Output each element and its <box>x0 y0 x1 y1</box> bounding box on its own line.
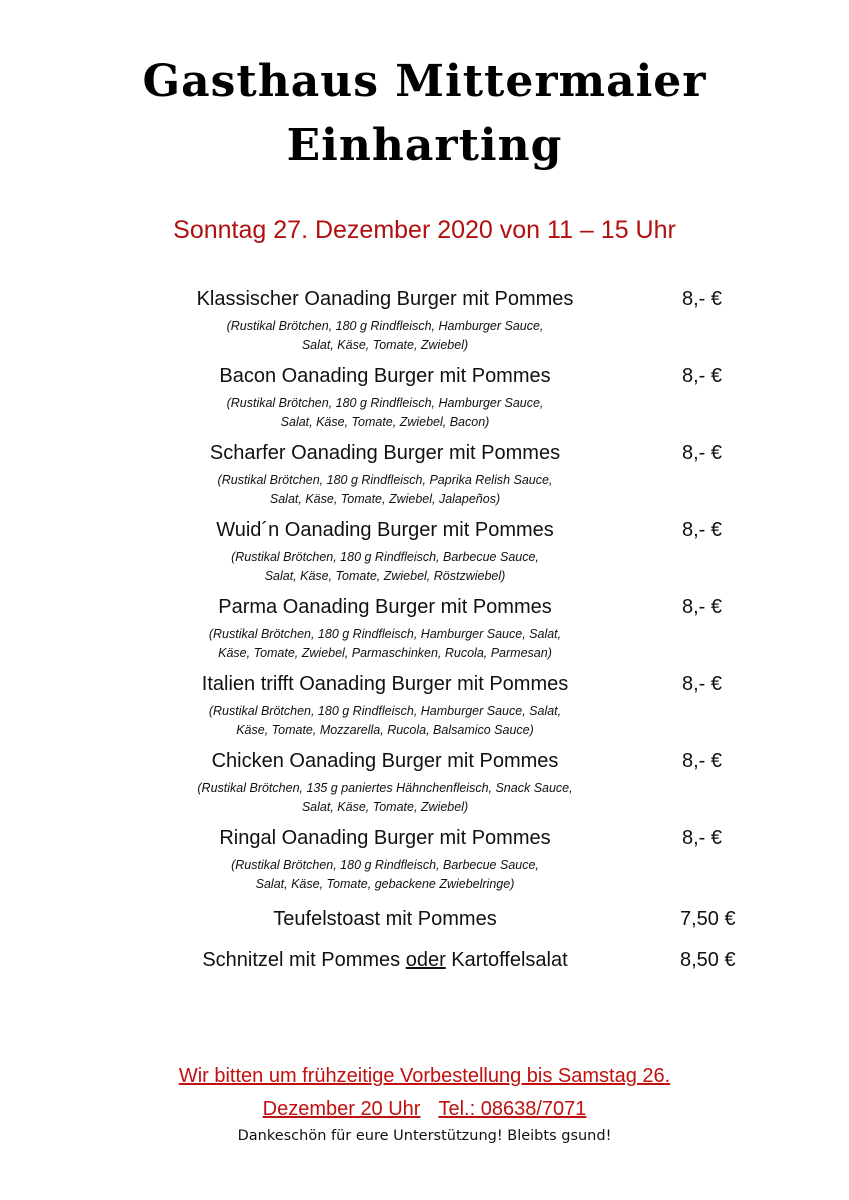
menu-item-price: 8,- € <box>682 596 723 618</box>
restaurant-name: Gasthaus Mittermaier <box>142 56 707 107</box>
event-date-time: Sonntag 27. Dezember 2020 von 11 – 15 Uhr <box>173 216 676 244</box>
menu-item-price: 8,- € <box>682 288 723 310</box>
menu-item-name: Klassischer Oanading Burger mit Pommes <box>196 288 574 310</box>
menu-item-name: Ringal Oanading Burger mit Pommes <box>219 827 551 849</box>
preorder-contact <box>0 1094 849 1125</box>
menu-item-name: Chicken Oanading Burger mit Pommes <box>211 750 559 772</box>
menu-item-price: 8,- € <box>682 673 723 695</box>
menu-item-description: (Rustikal Brötchen, 180 g Rindfleisch, Hamburger Sauce, Salat, Käse, Tomate, Zwiebel, Parmaschinken, Rucola, Parmesan) <box>208 627 562 660</box>
menu-item-description: (Rustikal Brötchen, 135 g paniertes Hähnchenfleisch, Snack Sauce, Salat, Käse, Tomate, Zwiebel) <box>197 781 573 814</box>
menu-item-price: 8,- € <box>682 519 723 541</box>
menu-item-description: (Rustikal Brötchen, 180 g Rindfleisch, Barbecue Sauce, Salat, Käse, Tomate, gebackene Zwiebelringe) <box>231 858 539 891</box>
phone-number: Tel.: 08638/7071 <box>438 1098 587 1120</box>
menu-item-name: Italien trifft Oanading Burger mit Pommes <box>201 673 569 695</box>
menu-item-price: 7,50 € <box>680 908 736 930</box>
menu-item <box>0 596 849 673</box>
menu-item <box>0 365 849 442</box>
menu-item-price: 8,- € <box>682 442 723 464</box>
menu-item <box>0 750 849 827</box>
menu-item <box>0 906 849 947</box>
thanks-message: Dankeschön für eure Unterstützung! Bleibts gsund! <box>237 1128 612 1144</box>
preorder-notice: Wir bitten um frühzeitige Vorbestellung bis Samstag 26. <box>178 1065 671 1087</box>
menu-item <box>0 442 849 519</box>
menu-item-description: (Rustikal Brötchen, 180 g Rindfleisch, Paprika Relish Sauce, Salat, Käse, Tomate, Zwiebel, Jalapeños) <box>217 473 553 506</box>
menu-item-name: Schnitzel mit Pommes oder Kartoffelsalat <box>202 949 568 971</box>
menu-item <box>0 673 849 750</box>
menu-item-price: 8,50 € <box>680 949 736 971</box>
preorder-deadline: Dezember 20 Uhr <box>262 1098 421 1120</box>
menu-item-name: Parma Oanading Burger mit Pommes <box>218 596 552 618</box>
menu-item-name: Bacon Oanading Burger mit Pommes <box>219 365 551 387</box>
restaurant-location: Einharting <box>286 120 563 171</box>
menu-item <box>0 827 849 906</box>
menu-item-description: (Rustikal Brötchen, 180 g Rindfleisch, Hamburger Sauce, Salat, Käse, Tomate, Zwiebel) <box>226 319 544 352</box>
menu-item <box>0 947 849 988</box>
menu-item-name: Teufelstoast mit Pommes <box>273 908 497 930</box>
menu-item-name: Scharfer Oanading Burger mit Pommes <box>209 442 561 464</box>
menu-item-name: Wuid´n Oanading Burger mit Pommes <box>216 519 554 541</box>
menu-item-price: 8,- € <box>682 750 723 772</box>
menu-item <box>0 519 849 596</box>
menu-item-price: 8,- € <box>682 827 723 849</box>
menu-item-description: (Rustikal Brötchen, 180 g Rindfleisch, Hamburger Sauce, Salat, Käse, Tomate, Mozzarella, Rucola, Balsamico Sauce) <box>208 704 562 737</box>
menu-item-description: (Rustikal Brötchen, 180 g Rindfleisch, Barbecue Sauce, Salat, Käse, Tomate, Zwiebel, Röstzwiebel) <box>231 550 539 583</box>
menu-item <box>0 288 849 365</box>
menu-item-price: 8,- € <box>682 365 723 387</box>
menu-item-description: (Rustikal Brötchen, 180 g Rindfleisch, Hamburger Sauce, Salat, Käse, Tomate, Zwiebel, Bacon) <box>226 396 544 429</box>
menu-list <box>0 288 849 988</box>
